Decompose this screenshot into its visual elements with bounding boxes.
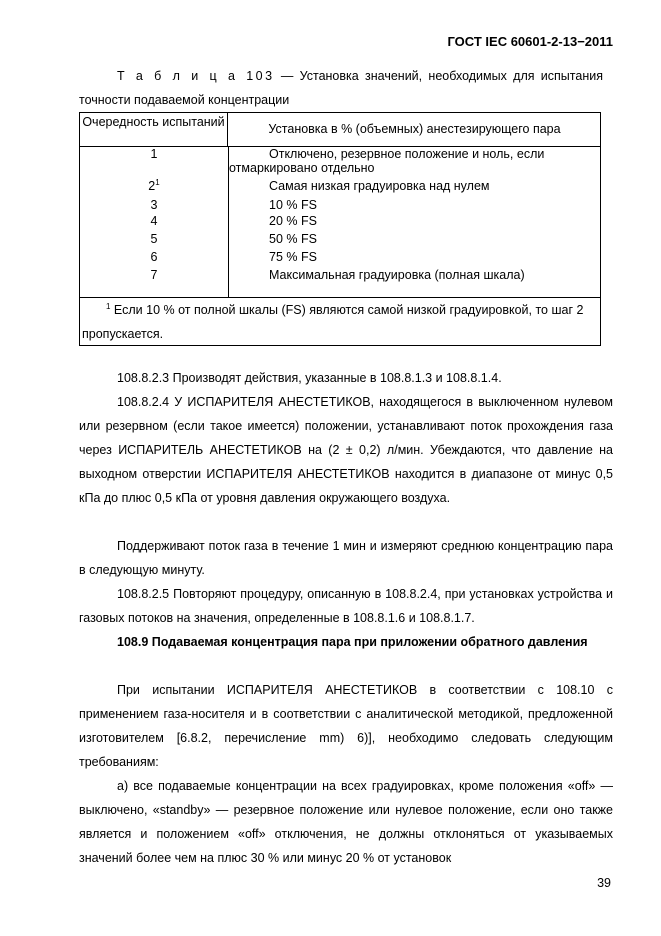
paragraph-testing-requirements bbox=[79, 678, 613, 774]
section-heading-108-9 bbox=[79, 630, 613, 654]
table-caption bbox=[79, 64, 603, 112]
table-caption-label: Т а б л и ц а 103 bbox=[117, 69, 275, 83]
table-cell-setting: Отключено, резервное положение и ноль, если отмаркировано отдельно bbox=[229, 147, 545, 175]
footnote-ref: 1 bbox=[155, 178, 160, 187]
table-cell-order: 3 bbox=[150, 198, 158, 212]
settings-table bbox=[79, 112, 601, 346]
table-cell-order: 5 bbox=[150, 232, 158, 246]
paragraph-108-8-2-5 bbox=[79, 582, 613, 630]
table-footnote bbox=[80, 298, 598, 346]
document-header: ГОСТ IEC 60601-2-13−2011 bbox=[447, 34, 613, 49]
table-cell-setting: 20 % FS bbox=[269, 214, 317, 228]
paragraph-item-a bbox=[79, 774, 613, 870]
table-cell-setting: Самая низкая градуировка над нулем bbox=[269, 179, 490, 193]
table-cell-setting: 50 % FS bbox=[269, 232, 317, 246]
table-cell-setting: Максимальная градуировка (полная шкала) bbox=[269, 268, 525, 282]
table-header-setting: Установка в % (объемных) анестезирующего пара bbox=[268, 122, 561, 136]
table-cell-order: 6 bbox=[150, 250, 158, 264]
page-number: 39 bbox=[597, 876, 611, 890]
paragraph-text: а) все подаваемые концентрации на всех градуировках, кроме положения «off» — выключено, «standby» — резервное положение или нулевое положение, если оно также является и положением «off» отключения, не должны отклоняться от указываемых значений более чем на плюс 30 % или минус 20 % от установок bbox=[79, 779, 613, 865]
paragraph-text: 108.8.2.4 У ИСПАРИТЕЛЯ АНЕСТЕТИКОВ, находящегося в выключенном нулевом или резервном (если такое имеется) положении, устанавливают поток прохождения газа через ИСПАРИТЕЛЬ АНЕСТЕТИКОВ на (2 ± 0,2) л/мин. Убеждаются, что давление на выходном отверстии ИСПАРИТЕЛЯ АНЕСТЕТИКОВ находится в диапазоне от минус 0,5 кПа до плюс 0,5 кПа от уровня давления окружающего воздуха. bbox=[79, 395, 613, 505]
table-header-row bbox=[80, 113, 600, 147]
paragraph-continuation bbox=[79, 534, 613, 582]
footnote-mark: 1 bbox=[106, 302, 111, 311]
paragraph-text: Поддерживают поток газа в течение 1 мин и измеряют среднюю концентрацию пара в следующую минуту. bbox=[79, 539, 613, 577]
table-cell-order bbox=[80, 179, 228, 193]
paragraph-108-8-2-3 bbox=[79, 366, 613, 390]
order-number: 2 bbox=[148, 179, 156, 193]
paragraph-text: 108.8.2.5 Повторяют процедуру, описанную в 108.8.2.4, при установках устройства и газовых потоков на значения, определенные в 108.8.1.6 и 108.8.1.7. bbox=[79, 587, 613, 625]
table-cell-order: 1 bbox=[150, 147, 158, 161]
table-cell-order: 4 bbox=[150, 214, 158, 228]
paragraph-text: 108.8.2.3 Производят действия, указанные в 108.8.1.3 и 108.8.1.4. bbox=[117, 371, 502, 385]
table-cell-order: 7 bbox=[150, 268, 158, 282]
paragraph-text: При испытании ИСПАРИТЕЛЯ АНЕСТЕТИКОВ в соответствии с 108.10 с применением газа-носителя и в соответствии с аналитической методикой, предложенной изготовителем [6.8.2, перечисление mm) 6)], необходимо следовать следующим требованиям: bbox=[79, 683, 613, 769]
table-cell-setting: 10 % FS bbox=[269, 198, 317, 212]
table-caption-text: — Установка значений, необходимых для испытания точности подаваемой концентрации bbox=[79, 69, 603, 107]
footnote-text: Если 10 % от полной шкалы (FS) являются самой низкой градуировкой, то шаг 2 пропускается. bbox=[82, 303, 584, 341]
table-header-order: Очередность испытаний bbox=[80, 113, 228, 146]
table-cell-setting: 75 % FS bbox=[269, 250, 317, 264]
paragraph-108-8-2-4 bbox=[79, 390, 613, 510]
section-heading-text: 108.9 Подаваемая концентрация пара при приложении обратного давления bbox=[117, 635, 588, 649]
